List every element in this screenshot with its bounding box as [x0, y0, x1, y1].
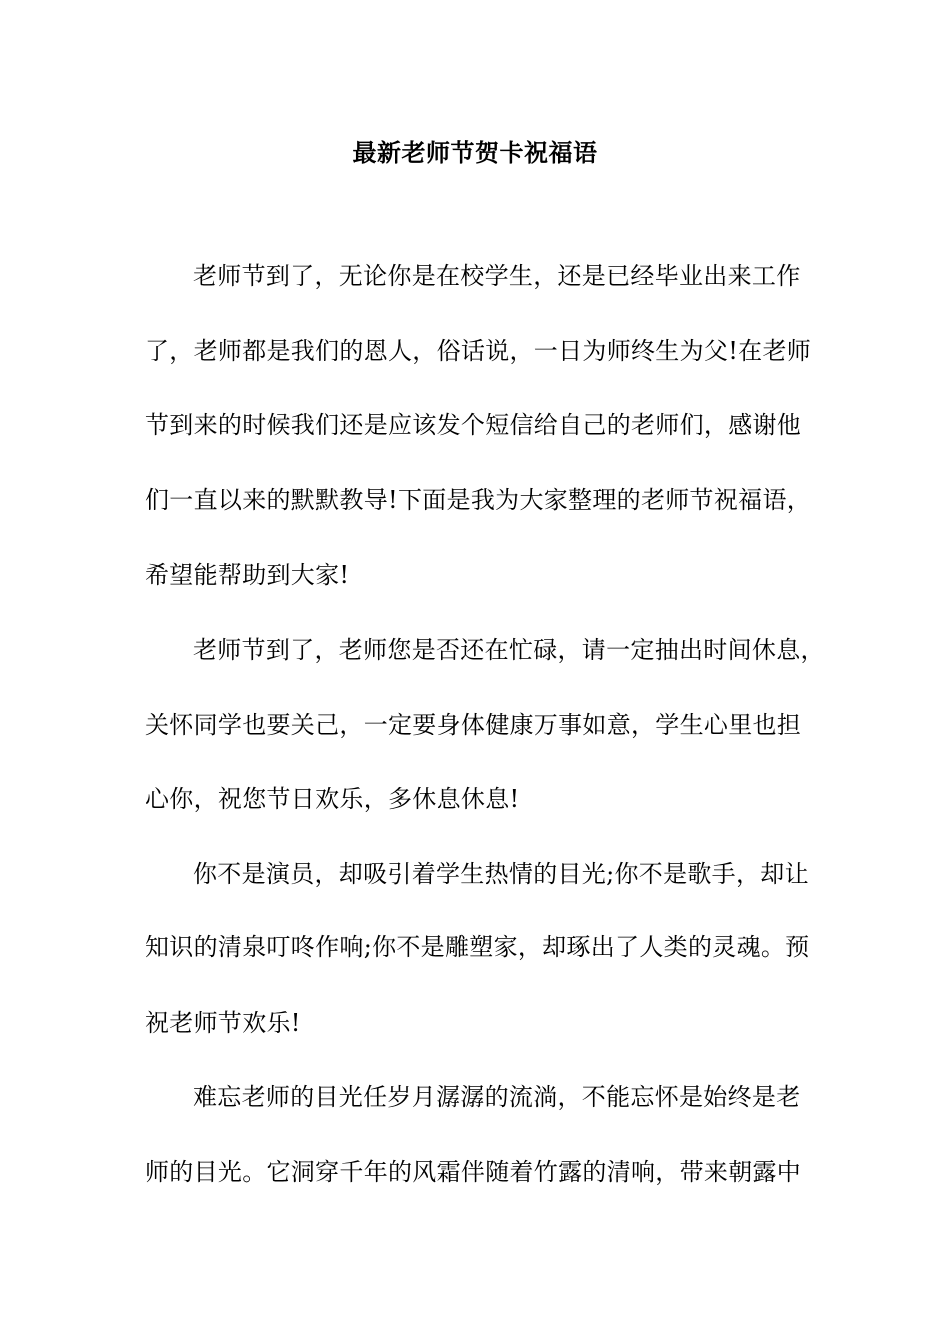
paragraph-3-line-3: 祝老师节欢乐! — [145, 1009, 301, 1037]
document-title: 最新老师节贺卡祝福语 — [352, 138, 598, 167]
paragraph-2-line-3: 心你，祝您节日欢乐，多休息休息! — [145, 785, 520, 813]
paragraph-1-line-2: 了，老师都是我们的恩人，俗话说，一日为师终生为父!在老师 — [145, 337, 812, 365]
paragraph-2-line-1: 老师节到了，老师您是否还在忙碌，请一定抽出时间休息， — [193, 636, 825, 664]
paragraph-4-line-1: 难忘老师的目光任岁月潺潺的流淌，不能忘怀是始终是老 — [193, 1083, 801, 1111]
paragraph-4-line-2: 师的目光。它洞穿千年的风霜伴随着竹露的清响，带来朝露中 — [145, 1158, 802, 1186]
paragraph-3-line-2: 知识的清泉叮咚作响;你不是雕塑家，却琢出了人类的灵魂。预 — [145, 933, 810, 961]
paragraph-3-line-1: 你不是演员，却吸引着学生热情的目光;你不是歌手，却让 — [193, 860, 809, 888]
paragraph-2-line-2: 关怀同学也要关己，一定要身体健康万事如意，学生心里也担 — [145, 711, 802, 739]
paragraph-1-line-4: 们一直以来的默默教导!下面是我为大家整理的老师节祝福语， — [145, 486, 812, 514]
paragraph-1-line-1: 老师节到了，无论你是在校学生，还是已经毕业出来工作 — [193, 262, 801, 290]
paragraph-1-line-5: 希望能帮助到大家! — [145, 561, 350, 589]
paragraph-1-line-3: 节到来的时候我们还是应该发个短信给自己的老师们，感谢他 — [145, 411, 802, 439]
